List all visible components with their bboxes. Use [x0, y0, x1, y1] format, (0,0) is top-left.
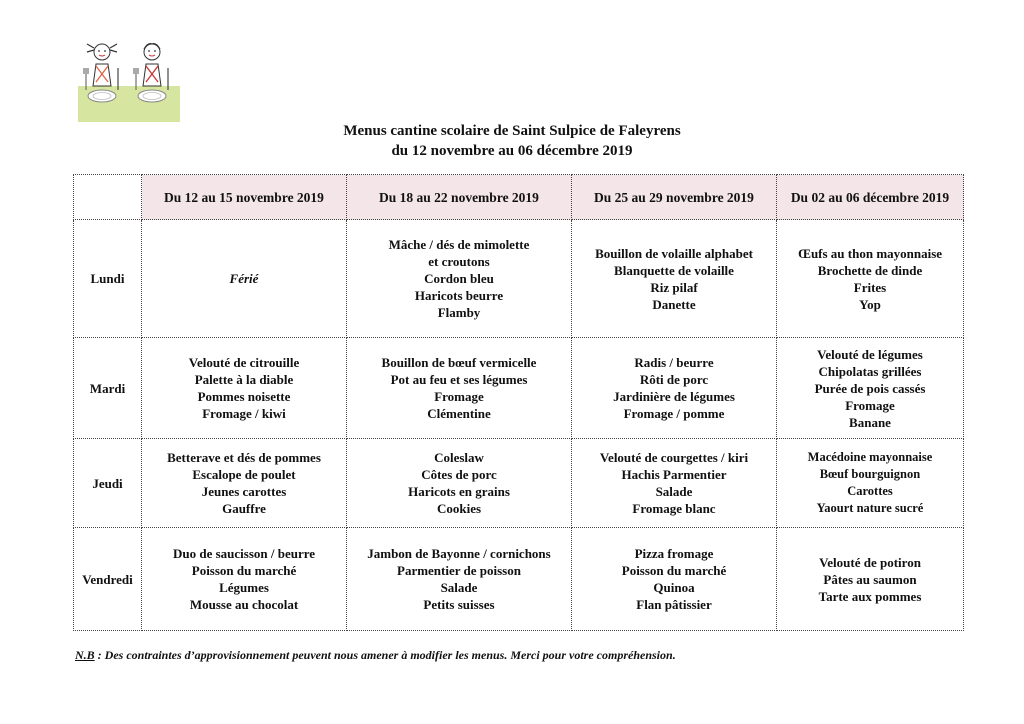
menu-cell — [347, 338, 572, 439]
dish: Légumes — [219, 580, 269, 595]
dish: Fromage — [845, 397, 895, 413]
dish: Poisson du marché — [621, 563, 727, 578]
dish: Jambon de Bayonne / cornichons — [367, 546, 551, 561]
table-row — [74, 528, 964, 631]
dish: Férié — [229, 271, 259, 286]
dish: Betterave et dés de pommes — [167, 450, 321, 465]
dish: Rôti de porc — [639, 372, 709, 387]
day-label: Jeudi — [74, 439, 142, 528]
dish: Bouillon de bœuf vermicelle — [381, 355, 537, 370]
menu-cell — [777, 439, 964, 528]
dish: Radis / beurre — [634, 355, 714, 370]
menu-cell — [347, 220, 572, 338]
dish: Flan pâtissier — [636, 597, 712, 612]
dish: Cordon bleu — [424, 271, 494, 286]
dish: Palette à la diable — [194, 372, 294, 387]
dish: Fromage / kiwi — [202, 406, 286, 421]
dish: Hachis Parmentier — [621, 467, 727, 482]
dish: Carottes — [847, 484, 893, 498]
dish: Salade — [440, 580, 478, 595]
period-header: Du 25 au 29 novembre 2019 — [572, 175, 777, 220]
table-row — [74, 220, 964, 338]
menu-cell — [777, 338, 964, 439]
dish: Pommes noisette — [197, 389, 291, 404]
dish: Salade — [655, 484, 693, 499]
header-row — [74, 175, 964, 220]
day-label: Mardi — [74, 338, 142, 439]
dish: Jeunes carottes — [201, 484, 287, 499]
dish: Pâtes au saumon — [823, 571, 917, 587]
dish: Brochette de dinde — [817, 262, 923, 278]
dish: Velouté de courgettes / kiri — [599, 450, 749, 465]
menu-cell — [572, 220, 777, 338]
dish: Mousse au chocolat — [189, 597, 299, 612]
menu-cell — [142, 439, 347, 528]
day-label: Vendredi — [74, 528, 142, 631]
period-header: Du 12 au 15 novembre 2019 — [142, 175, 347, 220]
dish: Petits suisses — [423, 597, 495, 612]
dish: Pot au feu et ses légumes — [390, 372, 528, 387]
menu-cell — [777, 528, 964, 631]
footnote — [75, 648, 676, 663]
dish: Haricots en grains — [408, 484, 510, 499]
dish: Purée de pois cassés — [814, 380, 926, 396]
dish: Yop — [859, 296, 881, 312]
dish: Fromage — [434, 389, 484, 404]
dish: Cookies — [436, 501, 482, 516]
menu-cell — [347, 439, 572, 528]
table-row — [74, 338, 964, 439]
dish: Flamby — [437, 305, 481, 320]
dish: Macédoine mayonnaise — [807, 450, 933, 464]
dish: Banane — [849, 414, 891, 430]
dish: Côtes de porc — [421, 467, 497, 482]
dish: Clémentine — [427, 406, 491, 421]
menu-cell — [142, 220, 347, 338]
children-at-table-icon — [78, 38, 180, 122]
dish: Tarte aux pommes — [818, 588, 922, 604]
dish: Poisson du marché — [191, 563, 297, 578]
dish: Mâche / dés de mimolette — [388, 237, 530, 252]
dish: Haricots beurre — [414, 288, 504, 303]
dish: Velouté de légumes — [817, 346, 923, 362]
period-header: Du 18 au 22 novembre 2019 — [347, 175, 572, 220]
menu-cell — [572, 528, 777, 631]
dish: Velouté de potiron — [819, 554, 921, 570]
dish: Coleslaw — [434, 450, 484, 465]
menu-cell — [142, 528, 347, 631]
dish: Bœuf bourguignon — [819, 467, 921, 481]
menu-cell — [347, 528, 572, 631]
menu-cell — [572, 338, 777, 439]
dish: Riz pilaf — [650, 279, 698, 295]
menu-table — [73, 174, 964, 631]
dish: Œufs au thon mayonnaise — [797, 245, 943, 261]
dish: Gauffre — [222, 501, 266, 516]
footnote-text: : Des contraintes d’approvisionnement peuvent nous amener à modifier les menus. Merci pour votre compréhension. — [94, 648, 676, 662]
menu-cell — [142, 338, 347, 439]
day-label: Lundi — [74, 220, 142, 338]
dish: Yaourt nature sucré — [816, 501, 924, 515]
dish: Blanquette de volaille — [614, 262, 734, 278]
dish: Fromage / pomme — [623, 406, 725, 421]
period-header: Du 02 au 06 décembre 2019 — [777, 175, 964, 220]
dish: Parmentier de poisson — [397, 563, 521, 578]
corner-cell — [74, 175, 142, 220]
menu-cell — [572, 439, 777, 528]
footnote-label: N.B — [75, 648, 95, 662]
page-title: Menus cantine scolaire de Saint Sulpice de Faleyrens — [343, 123, 681, 139]
page-subtitle: du 12 novembre au 06 décembre 2019 — [391, 143, 633, 159]
dish: Velouté de citrouille — [188, 355, 300, 370]
menu-cell — [777, 220, 964, 338]
dish: Bouillon de volaille alphabet — [595, 245, 753, 261]
dish: et croutons — [428, 254, 490, 269]
dish: Quinoa — [653, 580, 695, 595]
dish: Frites — [853, 279, 887, 295]
dish: Pizza fromage — [634, 546, 714, 561]
dish: Duo de saucisson / beurre — [172, 546, 316, 561]
dish: Fromage blanc — [632, 501, 716, 516]
dish: Jardinière de légumes — [613, 389, 735, 404]
dish: Escalope de poulet — [192, 467, 296, 482]
dish: Danette — [652, 296, 696, 312]
dish: Chipolatas grillées — [818, 363, 922, 379]
table-row — [74, 439, 964, 528]
